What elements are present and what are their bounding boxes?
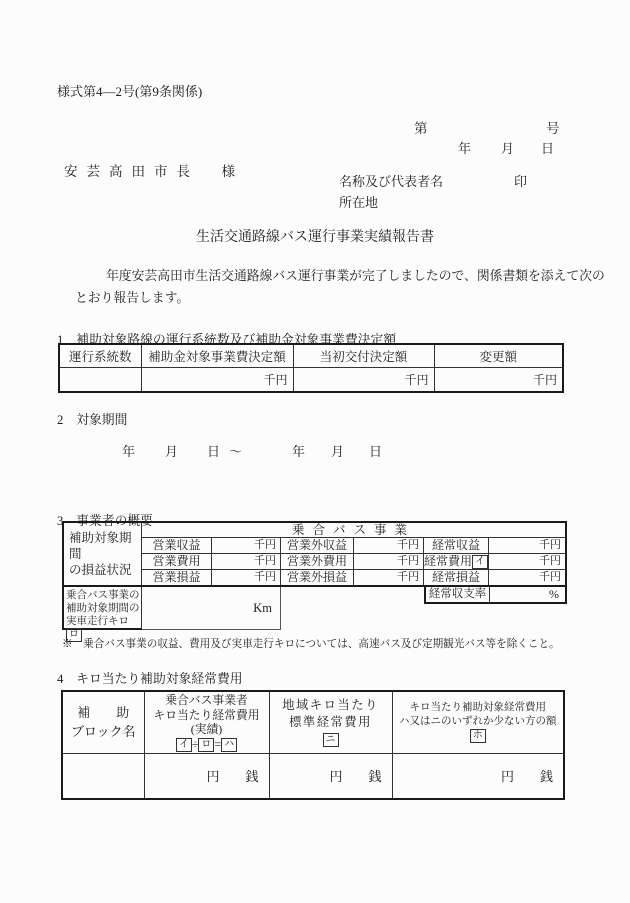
document-title: 生活交通路線バス運行事業実績報告書: [196, 230, 434, 245]
address-label: 所在地: [339, 195, 379, 210]
body-paragraph-line1: 年度安芸高田市生活交通路線バス運行事業が完了しましたので、関係書類を添えて次の: [106, 269, 605, 283]
header-standard-cost: [269, 691, 392, 753]
period-end-day: 日: [369, 444, 383, 459]
box-ni-marker: ニ: [323, 733, 339, 747]
period-end-month: 月: [331, 444, 345, 459]
ratio-unit: %: [549, 587, 559, 601]
business-overview-table: [62, 521, 567, 640]
box-i-marker: イ: [176, 738, 192, 752]
table-header-row: [62, 691, 564, 753]
section3-heading: 3 事業者の概要: [57, 514, 153, 528]
cell-subsidy-unit: 千円: [141, 367, 293, 392]
actual-km-header: [62, 587, 142, 640]
subsidy-block-line1: 補 助: [77, 705, 130, 721]
period-start-month: 月: [165, 444, 179, 459]
revenue-row: [142, 538, 565, 554]
name-representative-label: 名称及び代表者名: [339, 174, 444, 189]
divide-sign: ÷: [191, 736, 199, 751]
operator-cost-line1: 乗合バス事業者: [165, 693, 248, 707]
header-change-amount: 変更額: [434, 344, 563, 367]
standard-cost-line1: 地域キロ当たり: [282, 697, 379, 712]
cell-eligible-cost-unit: 円 銭: [392, 753, 564, 799]
km-header-line2: 補助対象期間の: [66, 603, 140, 614]
box-ro-marker: ロ: [198, 738, 214, 752]
profit-loss-box: [62, 521, 567, 587]
ordinary-expense-unit: 千円: [539, 555, 561, 567]
section2-heading: 2 対象期間: [57, 413, 128, 427]
nonoperating-revenue-unit: 千円: [354, 538, 424, 553]
cell-block-name: [62, 753, 144, 799]
nonoperating-revenue-label: 営業外収益: [281, 538, 354, 553]
box-ho-line: [394, 729, 563, 744]
period-end-year: 年: [292, 444, 306, 459]
km-header-text: 実車走行キロ: [66, 616, 129, 627]
table-header-row: [59, 344, 563, 367]
ordinary-balance-ratio-box: [424, 587, 567, 604]
nonoperating-expense-unit: 千円: [354, 554, 424, 569]
document-number-prefix: 第: [414, 121, 428, 136]
box-ha-marker: ハ: [221, 738, 237, 752]
table-data-row: [59, 367, 563, 392]
bus-business-grid: [142, 523, 565, 585]
header-route-count: 運行系統数: [59, 344, 141, 367]
section4-heading: 4 キロ当たり補助対象経常費用: [57, 672, 243, 686]
ordinary-expense-label: [424, 554, 489, 569]
operating-revenue-label: 営業収益: [142, 538, 212, 553]
nonoperating-balance-label: 営業外損益: [281, 570, 354, 585]
cell-initial-unit: 千円: [293, 367, 434, 392]
target-period-line: [0, 441, 630, 461]
formula-line: [146, 737, 268, 752]
seal-mark: 印: [514, 174, 528, 189]
eligible-cost-line2: ハ又はニのいずれか少ない方の額: [399, 715, 557, 727]
bus-business-span-header: 乗合バス事業: [142, 523, 565, 538]
left-header-line1: 補助対象期間: [69, 531, 132, 561]
document-number-suffix: 号: [546, 121, 560, 136]
header-initial-grant: 当初交付決定額: [293, 344, 434, 367]
period-start-day: 日: [207, 444, 221, 459]
box-ni-line: [271, 731, 391, 748]
header-subsidy-block: [62, 691, 144, 753]
form-number: 様式第4—2号(第9条関係): [57, 84, 203, 99]
cell-operator-cost-unit: 円 銭: [144, 753, 269, 799]
km-value-cell: Km: [142, 587, 281, 630]
expense-row: [142, 554, 565, 570]
profit-loss-period-header: [64, 523, 142, 585]
cell-route-count: [59, 367, 141, 392]
cell-change-unit: 千円: [434, 367, 563, 392]
body-paragraph-line2: とおり報告します。: [75, 291, 190, 305]
date-month-label: 月: [501, 141, 515, 156]
subsidy-block-line2: ブロック名: [70, 724, 136, 740]
period-start-year: 年: [122, 444, 136, 459]
eligible-cost-line1: キロ当たり補助対象経常費用: [409, 701, 546, 713]
period-tilde: ～: [229, 444, 243, 459]
operator-cost-line3: (実績): [190, 722, 223, 736]
operating-balance-label: 営業損益: [142, 570, 212, 585]
operating-revenue-unit: 千円: [212, 538, 281, 553]
section3-note: ※ 乗合バス事業の収益、費用及び実車走行キロについては、高速バス及び定期観光バス等を除くこと。: [62, 639, 560, 650]
box-ro-marker: ロ: [66, 628, 82, 642]
cost-per-km-table: [61, 690, 565, 800]
ordinary-balance-label: 経常損益: [424, 570, 489, 585]
ordinary-balance-unit: 千円: [539, 571, 561, 583]
decision-amount-table: [58, 343, 564, 393]
ordinary-expense-text: 経常費用: [424, 554, 473, 568]
addressee: 安芸高田市長 様: [64, 164, 244, 179]
balance-row: [142, 570, 565, 585]
box-i-marker: イ: [472, 555, 488, 569]
operating-expense-unit: 千円: [212, 554, 281, 569]
km-header-line1: 乗合バス事業の: [66, 590, 140, 601]
header-eligible-cost: [392, 691, 564, 753]
left-header-line2: の損益状況: [69, 563, 132, 577]
header-operator-cost: [144, 691, 269, 753]
equals-sign: =: [214, 736, 222, 751]
standard-cost-line2: 標準経常費用: [289, 714, 372, 729]
date-year-label: 年: [458, 141, 472, 156]
ratio-label: 経常収支率: [426, 587, 490, 602]
header-subsidy-decision: 補助金対象事業費決定額: [141, 344, 293, 367]
table-data-row: [62, 753, 564, 799]
section1-heading: 1 補助対象路線の運行系統数及び補助金対象事業費決定額: [57, 333, 397, 347]
date-day-label: 日: [541, 141, 555, 156]
operating-expense-label: 営業費用: [142, 554, 212, 569]
ordinary-revenue-unit: 千円: [539, 539, 561, 551]
box-ho-marker: ホ: [470, 729, 486, 743]
nonoperating-balance-unit: 千円: [354, 570, 424, 585]
operating-balance-unit: 千円: [212, 570, 281, 585]
ordinary-revenue-label: 経常収益: [424, 538, 489, 553]
cell-standard-cost-unit: 円 銭: [269, 753, 392, 799]
operator-cost-line2: キロ当たり経常費用: [153, 707, 260, 722]
nonoperating-expense-label: 営業外費用: [281, 554, 354, 569]
